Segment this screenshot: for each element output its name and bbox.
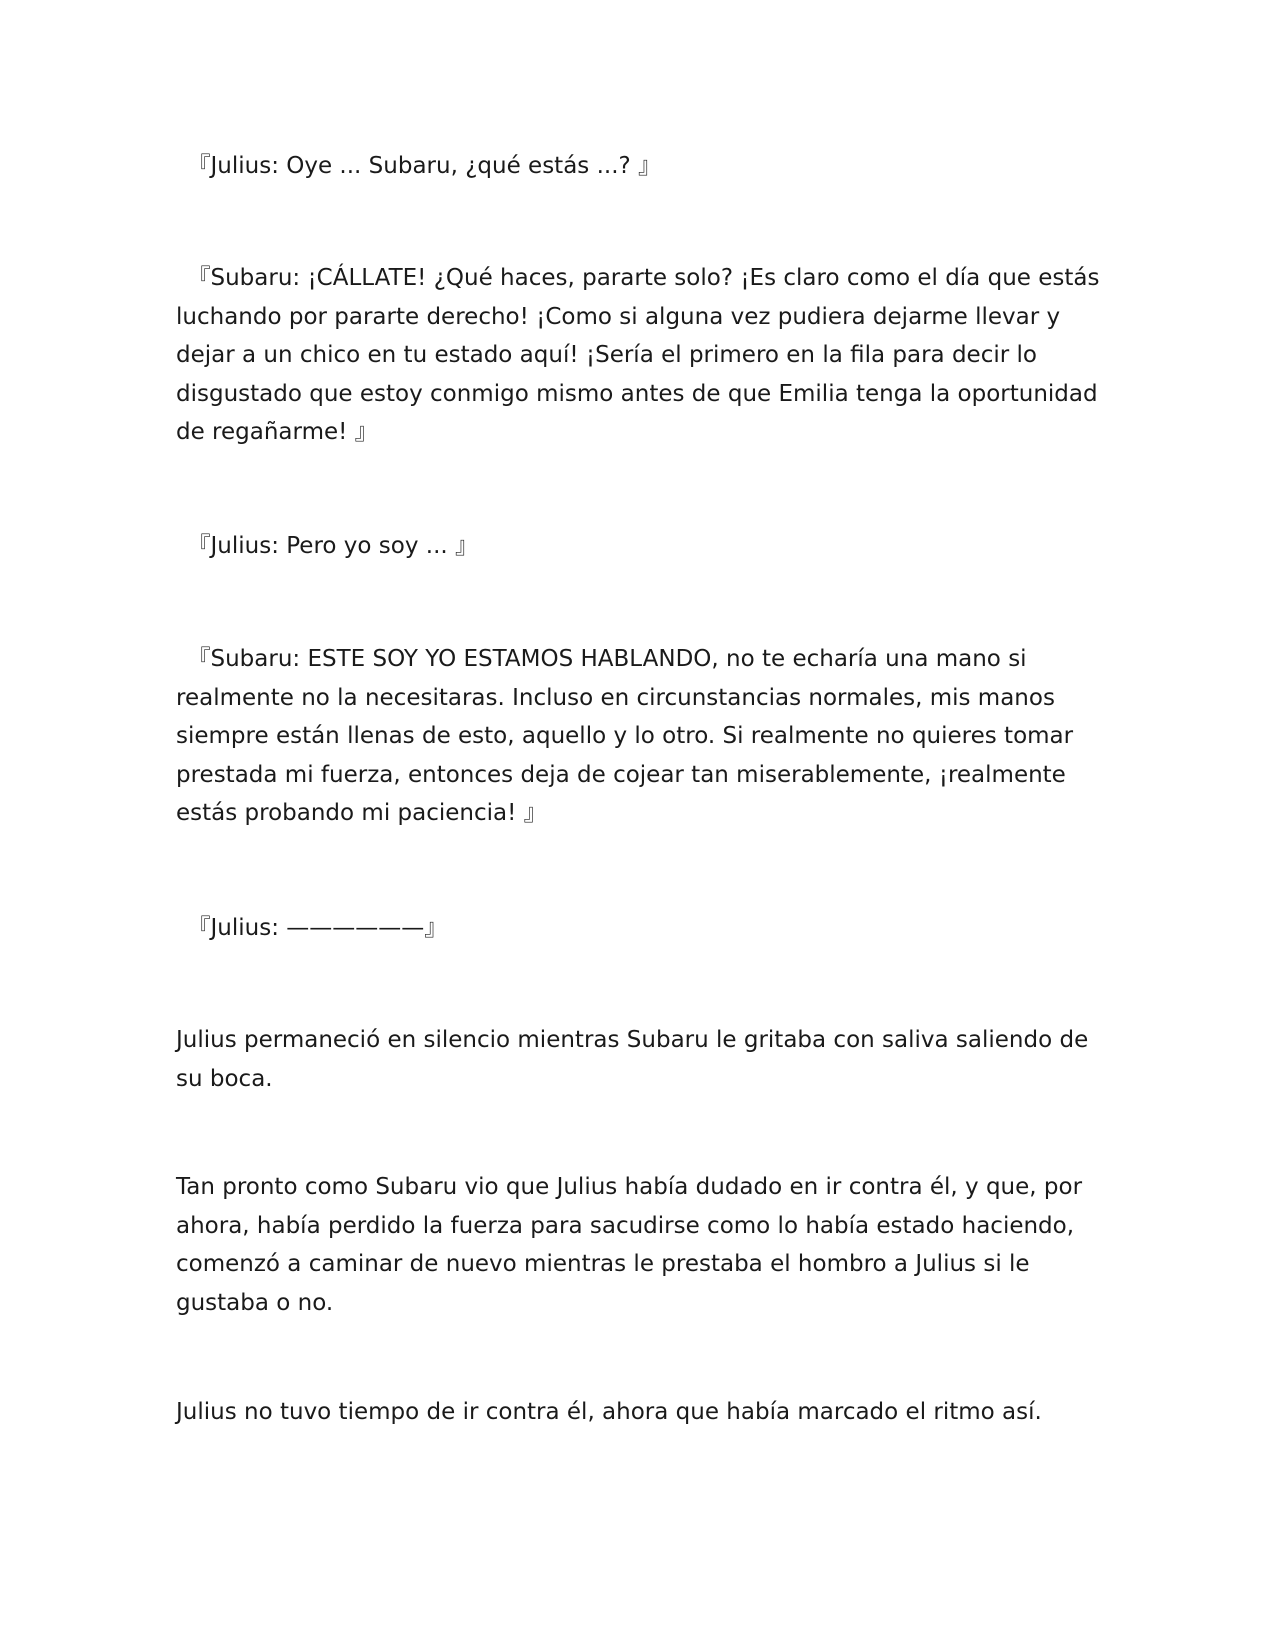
dialogue-subaru-1: 『Subaru: ¡CÁLLATE! ¿Qué haces, pararte solo? ¡Es claro como el día que estás luchando por pararte derecho! ¡Como si alguna vez pudiera dejarme llevar y dejar a un chico en tu estado aquí! ¡Sería el primero en la fila para decir lo disgustado que estoy conmigo mismo antes de que Emilia tenga la oportunidad de regañarme! 』 [176, 265, 1100, 445]
narration-paragraph-2: Tan pronto como Subaru vio que Julius había dudado en ir contra él, y que, por ahora, había perdido la fuerza para sacudirse como lo había estado haciendo, comenzó a caminar de nuevo mientras le prestaba el hombro a Julius si le gustaba o no. [176, 1174, 1083, 1316]
narration-paragraph-3: Julius no tuvo tiempo de ir contra él, ahora que había marcado el ritmo así. [176, 1399, 1042, 1425]
dialogue-julius-2: 『Julius: Pero yo soy ... 』 [176, 533, 479, 559]
dialogue-julius-1: 『Julius: Oye ... Subaru, ¿qué estás ...? 』 [176, 153, 662, 179]
dialogue-subaru-2: 『Subaru: ESTE SOY YO ESTAMOS HABLANDO, no te echaría una mano si realmente no la necesitaras. Incluso en circunstancias normales, mis manos siempre están llenas de esto, aquello y lo otro. Si realmente no quieres tomar prestada mi fuerza, entonces deja de cojear tan miserablemente, ¡realmente estás probando mi paciencia! 』 [176, 646, 1074, 826]
narration-paragraph-1: Julius permaneció en silencio mientras Subaru le gritaba con saliva saliendo de su boca. [176, 1027, 1089, 1092]
dialogue-julius-3: 『Julius: ——————』 [176, 915, 448, 941]
